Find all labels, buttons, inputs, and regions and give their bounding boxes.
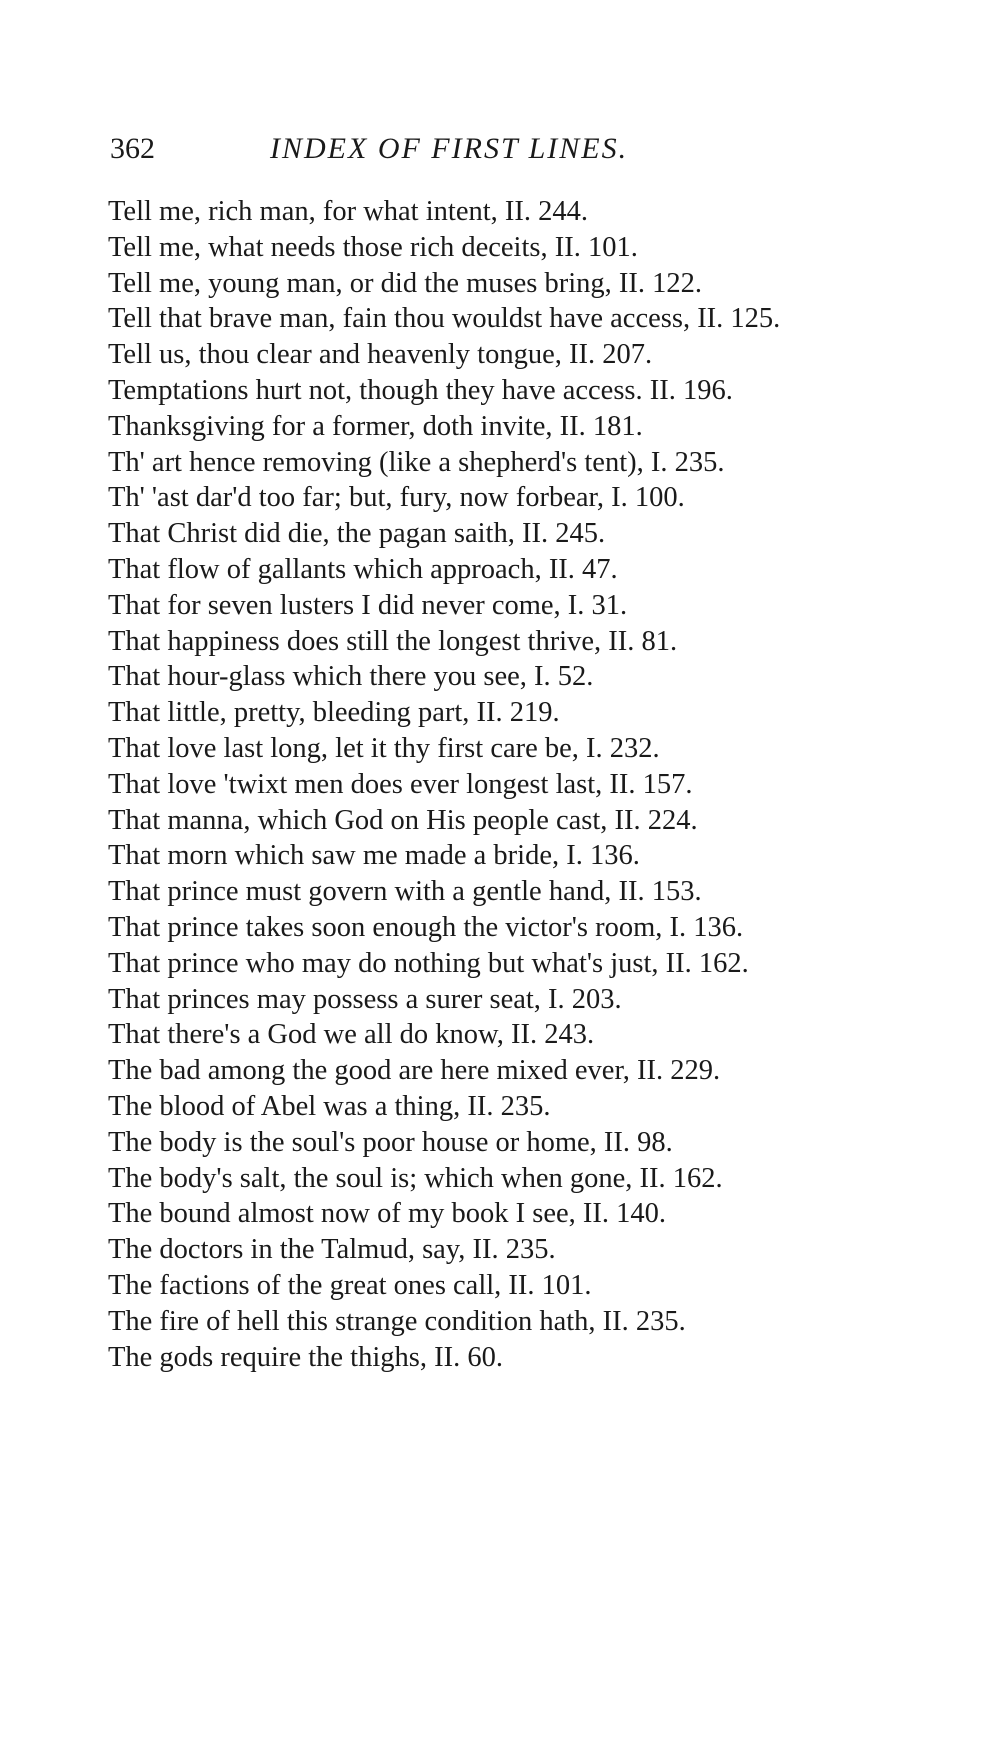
index-entry: That love last long, let it thy first care be, I. 232. — [108, 732, 660, 764]
index-entry: The blood of Abel was a thing, II. 235. — [108, 1090, 551, 1122]
index-entry: Temptations hurt not, though they have access. II. 196. — [108, 374, 733, 406]
index-entry: The fire of hell this strange condition hath, II. 235. — [108, 1305, 686, 1337]
index-entry: That little, pretty, bleeding part, II. 219. — [108, 697, 560, 729]
index-entry: That prince takes soon enough the victor's room, I. 136. — [108, 911, 744, 943]
index-entry: That love 'twixt men does ever longest last, II. 157. — [108, 768, 693, 800]
index-entry: That happiness does still the longest thrive, II. 81. — [108, 625, 678, 657]
index-entry: That morn which saw me made a bride, I. 136. — [108, 840, 640, 872]
index-entry: That hour-glass which there you see, I. 52. — [108, 661, 594, 693]
index-entry: Tell me, young man, or did the muses bring, II. 122. — [108, 267, 703, 299]
index-entry: The body's salt, the soul is; which when gone, II. 162. — [108, 1162, 723, 1194]
index-entry: That flow of gallants which approach, II. 47. — [108, 553, 618, 585]
index-entry: Tell me, rich man, for what intent, II. 244. — [108, 196, 588, 227]
index-entry: The gods require the thighs, II. 60. — [108, 1341, 503, 1373]
index-entry: The body is the soul's poor house or home, II. 98. — [108, 1126, 673, 1158]
index-entry: Tell me, what needs those rich deceits, II. 101. — [108, 231, 638, 263]
index-entry: That for seven lusters I did never come, I. 31. — [108, 589, 628, 621]
index-entry: The doctors in the Talmud, say, II. 235. — [108, 1234, 556, 1266]
page-header — [110, 132, 870, 172]
index-entry: The bound almost now of my book I see, II. 140. — [108, 1198, 667, 1230]
index-entry: That prince must govern with a gentle hand, II. 153. — [108, 876, 702, 908]
index-entry: Th' 'ast dar'd too far; but, fury, now forbear, I. 100. — [108, 482, 685, 514]
index-entry: Th' art hence removing (like a shepherd's tent), I. 235. — [108, 446, 725, 478]
index-entry: That Christ did die, the pagan saith, II. 245. — [108, 518, 606, 550]
running-title: INDEX OF FIRST LINES. — [270, 132, 629, 165]
index-entry: The factions of the great ones call, II. 101. — [108, 1269, 592, 1301]
index-entry: That prince who may do nothing but what's just, II. 162. — [108, 947, 749, 979]
page-number: 362 — [110, 132, 155, 165]
index-entry: Tell us, thou clear and heavenly tongue, II. 207. — [108, 339, 653, 371]
index-entry: Thanksgiving for a former, doth invite, II. 181. — [108, 410, 643, 442]
index-entry: That there's a God we all do know, II. 243. — [108, 1019, 595, 1051]
index-entries — [108, 194, 868, 1375]
index-entry: That princes may possess a surer seat, I. 203. — [108, 983, 622, 1015]
index-entry: The bad among the good are here mixed ever, II. 229. — [108, 1055, 721, 1087]
index-entry: That manna, which God on His people cast, II. 224. — [108, 804, 698, 836]
index-entry: Tell that brave man, fain thou wouldst have access, II. 125. — [108, 303, 781, 335]
